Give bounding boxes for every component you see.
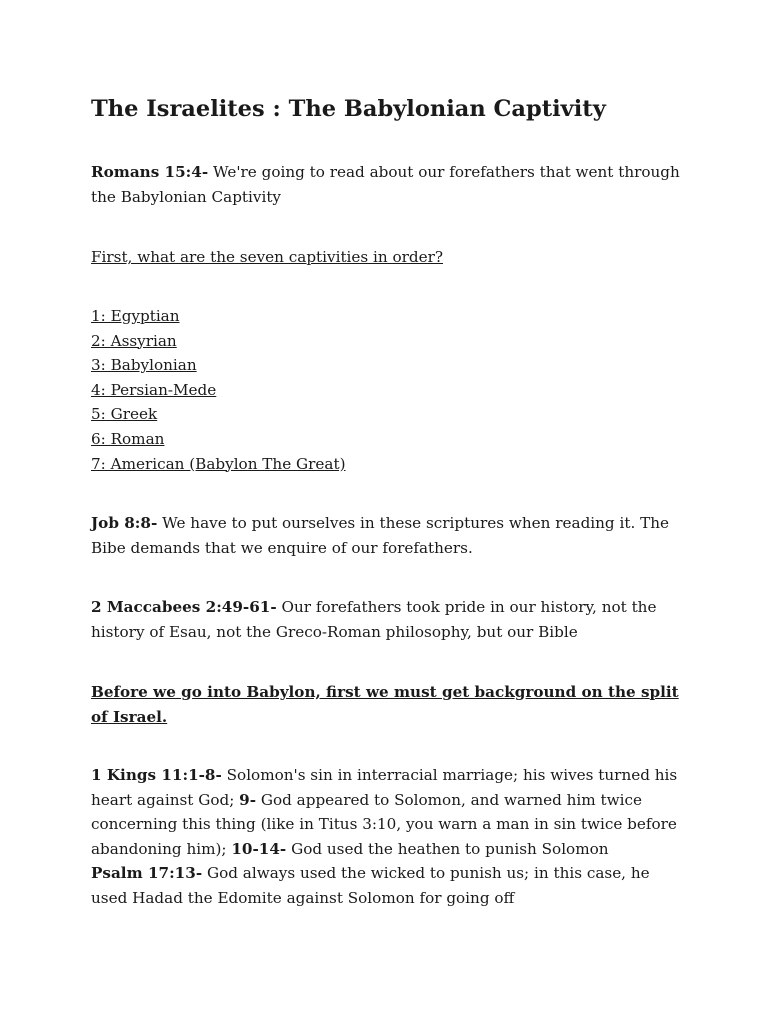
list-item: 3: Babylonian [91, 356, 197, 375]
romans-text: We're going to read about our forefathers that went through the Babylonian Captivity [91, 163, 680, 206]
psalm-reference: Psalm 17:13- [91, 864, 203, 883]
kings-text: Solomon's sin in interracial marriage; his wives turned his heart against God; [91, 766, 678, 809]
page-title: The Israelites : The Babylonian Captivity [91, 96, 606, 122]
captivities-question: First, what are the seven captivities in order? [91, 248, 443, 266]
maccabees-reference: 2 Maccabees 2:49-61- [91, 598, 277, 616]
psalm-text: God always used the wicked to punish us; in this case, he used Hadad the Edomite against Solomon for going off [91, 864, 650, 907]
kings-verse-10-14-text: God used the heathen to punish Solomon [286, 839, 609, 858]
list-item: 7: American (Babylon The Great) [91, 454, 346, 473]
list-item: 4: Persian-Mede [91, 380, 217, 399]
split-heading: Before we go into Babylon, first we must get background on the split of Israel. [91, 683, 679, 726]
list-item: 5: Greek [91, 405, 158, 424]
romans-paragraph [91, 160, 681, 209]
kings-reference: 1 Kings 11:1-8- [91, 766, 222, 784]
kings-verse-9-reference: 9- [239, 790, 257, 809]
maccabees-paragraph [91, 595, 681, 644]
list-item: 2: Assyrian [91, 331, 177, 350]
job-reference: Job 8:8- [91, 514, 158, 532]
kings-verse-9-text: God appeared to Solomon, and warned him twice concerning this thing (like in Titus 3:10, you warn a man in sin twice before abandoning him); [91, 790, 677, 858]
maccabees-text: Our forefathers took pride in our history, not the history of Esau, not the Greco-Roman philosophy, but our Bible [91, 598, 657, 641]
romans-reference: Romans 15:4- [91, 163, 209, 181]
captivities-list [91, 304, 346, 476]
kings-paragraph [91, 763, 681, 911]
kings-verse-10-14-reference: 10-14- [231, 839, 287, 858]
job-text: We have to put ourselves in these scriptures when reading it. The Bibe demands that we enquire of our forefathers. [91, 514, 669, 557]
job-paragraph [91, 511, 681, 560]
list-item: 1: Egyptian [91, 307, 180, 325]
list-item: 6: Roman [91, 429, 165, 448]
